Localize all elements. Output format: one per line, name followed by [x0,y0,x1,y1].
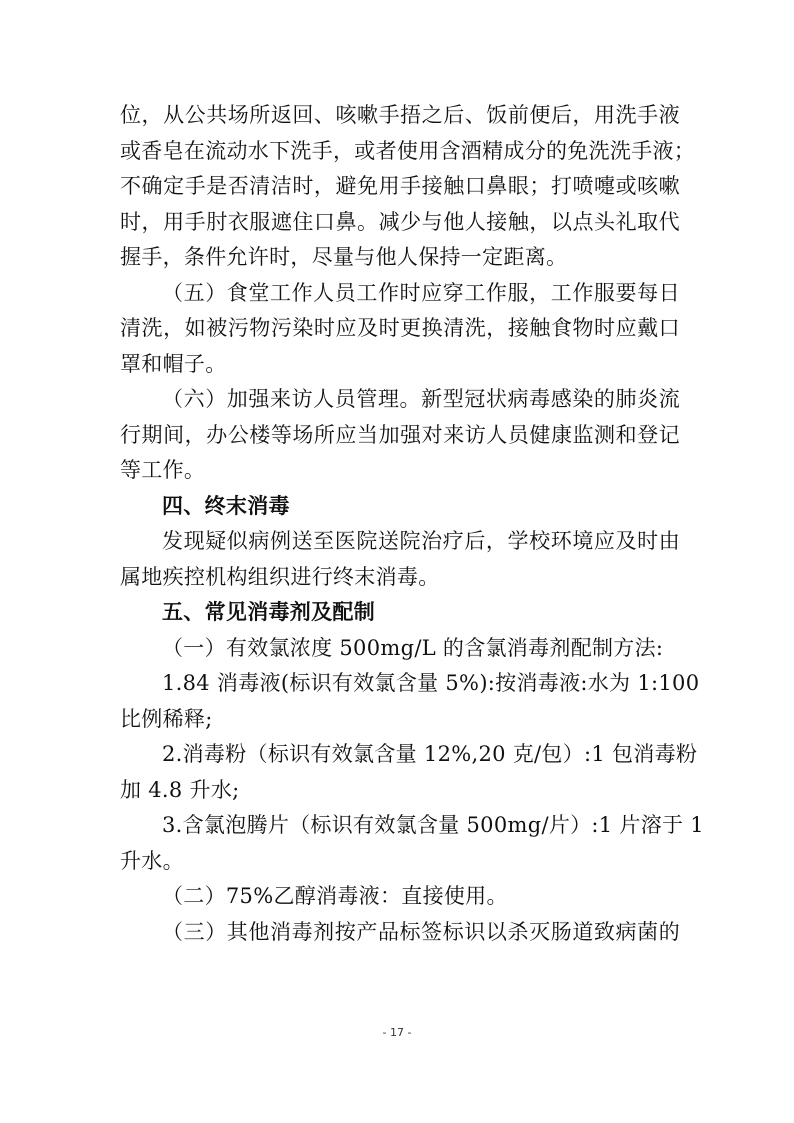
section-heading-terminal-disinfection: 四、终末消毒 [162,493,290,518]
text-line: 加 4.8 升水; [120,777,240,802]
text-line: 位，从公共场所返回、咳嗽手捂之后、饭前便后，用洗手液 [120,103,680,127]
text-line: （三）其他消毒剂按产品标签标识以杀灭肠道致病菌的 [162,919,680,944]
text-line: 或香皂在流动水下洗手，或者使用含酒精成分的免洗洗手液； [120,138,696,163]
text-line: 清洗，如被污物污染时应及时更换清洗，接触食物时应戴口 [120,316,680,340]
text-line: 罩和帽子。 [120,351,227,376]
text-line: 比例稀释; [120,706,213,731]
text-line: 发现疑似病例送至医院送院治疗后，学校环境应及时由 [162,529,680,553]
text-line: 升水。 [120,848,184,873]
text-line: （一）有效氯浓度 500mg/L 的含氯消毒剂配制方法: [162,635,664,660]
text-line: 3.含氯泡腾片（标识有效氯含量 500mg/片）:1 片溶于 1 [162,813,704,837]
text-line: （二）75%乙醇消毒液：直接使用。 [162,884,508,908]
text-line: 时，用手肘衣服遮住口鼻。减少与他人接触，以点头礼取代 [120,209,680,234]
document-body [120,98,704,950]
text-line: 握手，条件允许时，尽量与他人保持一定距离。 [120,245,568,269]
text-line: 行期间，办公楼等场所应当加强对来访人员健康监测和登记 [120,422,680,447]
page-number: - 17 - [382,1026,412,1039]
text-line: 2.消毒粉（标识有效氯含量 12%,20 克/包）:1 包消毒粉 [162,742,698,766]
section-heading-disinfectants: 五、常见消毒剂及配制 [162,600,375,624]
text-line: 1.84 消毒液(标识有效氯含量 5%):按消毒液:水为 1:100 [162,671,700,695]
text-line: 属地疾控机构组织进行终末消毒。 [120,564,440,589]
text-line: （五）食堂工作人员工作时应穿工作服，工作服要每日 [162,280,680,305]
text-line: 等工作。 [120,458,206,482]
text-line: 不确定手是否清洁时，避免用手接触口鼻眼；打喷嚏或咳嗽 [120,174,680,198]
text-line: （六）加强来访人员管理。新型冠状病毒感染的肺炎流 [162,387,680,411]
